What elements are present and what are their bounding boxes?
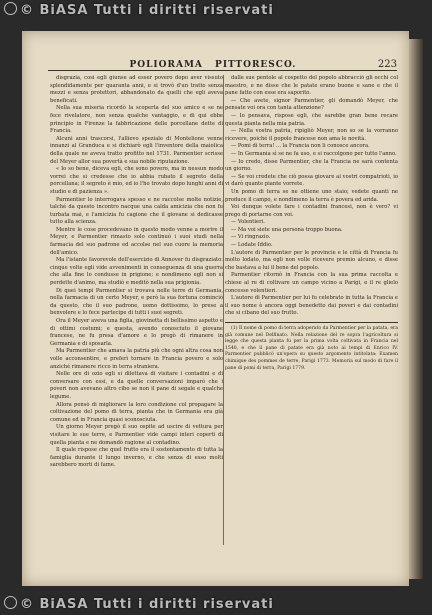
paragraph: Voi dunque volete fare i contadini francesi, non è vero? vi prego di portarne con voi. xyxy=(225,204,398,218)
paragraph: — Io pensava, rispose egli, che sarebbe gran bene recare questa pianta nella mia patria. xyxy=(225,112,398,127)
paragraph: — Io credo, disse Parmentier, che la Francia ne sarà contenta un giorno. xyxy=(225,158,398,173)
paragraph: Parmentier ritornò in Francia con la sua prima raccolta e chiese al re di coltivare un campo vicino a Parigi, e il re glielo concesse volentieri. xyxy=(225,272,398,294)
paragraph: — Vi ringrazio. xyxy=(231,234,271,241)
library-seal-icon xyxy=(4,596,17,609)
scanned-page xyxy=(22,31,409,586)
paragraph: L'autore di Parmentier per lui fu celebrato in tutta la Francia e il suo nome è ancora oggi benedetto dai poveri e dai contadini che si cibano del suo frutto. xyxy=(225,295,398,317)
book-spine xyxy=(409,39,423,579)
paragraph: Ora il Meyer aveva una figlia, giovinetta di bellissimo aspetto e di ottimi costumi; e questa, avendo conosciuto il giovane francese, ne fu presa d'amore e lo pregò di rimanere in Germania e di sposarla. xyxy=(50,318,223,347)
paragraph: Ma Parmentier che amava la patria più che ogni altra cosa non volle acconsentire, e preferì tornare in Francia povero e solo anziché rimanere ricco in terra straniera. xyxy=(50,348,223,370)
paragraph: dalle sue pentole al cospetto del popolo abbracciò gli occhi col maestro, e ne disse che le patate erano buone e sane e che il pane fatto con esse era saporito. xyxy=(225,75,398,97)
paragraph: Un pomo di terra se ne ottiene uno staio; vedete quanti ne produce il campo, e nondimeno la terra è povera ed arida. xyxy=(225,188,398,203)
text-column-left xyxy=(50,75,223,545)
paragraph: — Se voi credete che ciò possa giovare ai vostri compatrioti, io vi darò quante piante vorrete. xyxy=(225,173,398,188)
paragraph: Il quale rispose che quel frutto era il sostentamento di tutta la famiglia durante il lungo inverno, e che senza di esso molti sarebbero morti di fame. xyxy=(50,447,223,469)
paragraph: — Lodate Iddio. xyxy=(231,242,273,249)
watermark-top xyxy=(4,2,428,18)
paragraph: Parmentier lo interrogava spesso e ne raccolse molte notizie, talché da questo incontro nacque una calda amicizia che non fu turbata mai, e l'amicizia fu cagione che il giovane si dedicasse tutto alla scienza. xyxy=(50,196,223,226)
footnote xyxy=(225,326,398,372)
page-header xyxy=(48,52,397,71)
page-number: 223 xyxy=(377,59,397,70)
paragraph: — Che avete, signor Parmentier, gli domandò Meyer, che pensate voi ora con tanta attenzione? xyxy=(225,97,398,112)
footnote-text: (1) Il nome di pomo di terra adoperato da Parmentier per la patata, era già comune nel Delfinato. Nella relazione del re sopra l'agricoltura si legge che questa pianta fu per la prima volta coltivata in Francia nel 1540, e che il pane di patate era già noto ai tempi di Enrico IV. Parmentier pubblicò un'opera su questo argomento intitolata: Examen chimique des pommes de terre, Parigi 1773. Memoria sul modo di fare il pane di pomi di terra, Parigi 1779. xyxy=(225,326,398,371)
text-column-right xyxy=(225,75,398,545)
paragraph: Allora pensò di migliorare la loro condizione col propagare la coltivazione del pomo di terra, pianta che in Germania era già comune ed in Francia quasi sconosciuta. xyxy=(50,401,223,423)
paragraph: — Volentieri. xyxy=(231,219,265,226)
paragraph: Un giorno Meyer pregò il suo ospite ad uscire di vettura per visitare le sue terre, e Parmentier vide campi interi coperti di quella pianta e ne domandò ragione al contadino. xyxy=(50,424,223,446)
watermark-bottom xyxy=(4,596,428,612)
watermark-top-text: © BiASA Tutti i diritti riservati xyxy=(20,3,274,18)
paragraph: « Io so bene, diceva egli, che sono povero, ma in nessun modo vorrei che si credesse che io abbia rubato il segreto della porcellana; il segreto è mio, ed io l'ho trovato dopo lunghi anni di studio e di pazienza ». xyxy=(50,166,223,195)
paragraph: — Ma voi siete una persona troppo buona. xyxy=(231,226,343,233)
paragraph: Alcuni anni trascorsi, l'allievo speziale di Montelione venne innanzi al Granduca e si dichiarò egli l'inventore della maiolica della quale ne aveva tratto profitto nel 1731. Parmentier scrisse del Meyer allor sua povertà e sua nobile riputazione. xyxy=(50,135,223,165)
paragraph: Mentre le cose procedevano in questo modo venne a morire il Meyer, e Parmentier rimasto solo continuò i suoi studi nella farmacia del suo padrone ed accolse nel suo cuore la memoria dell'amico. xyxy=(50,226,223,256)
watermark-bottom-text: © BiASA Tutti i diritti riservati xyxy=(20,597,274,612)
paragraph: — Nella vostra patria, ripigliò Meyer, non so se la vorranno ricevere, poiché il popolo francese non ama le novità. xyxy=(225,128,398,142)
footnote-rule xyxy=(225,322,398,323)
library-seal-icon xyxy=(4,2,17,15)
paragraph: L'autore di Parmentier per le provincie e le città di Francia fu molto lodato, ma egli non volle ricevere premio alcuno, e disse che bastava a lui il bene del popolo. xyxy=(225,249,398,271)
paragraph: Nelle ore di ozio egli si dilettava di visitare i contadini e di conversare con essi, e da quelle conversazioni imparò che i poveri non avevano altro cibo se non il pane di segale e qualche legume. xyxy=(50,371,223,400)
masthead-left-word: POLIORAMA xyxy=(129,60,203,70)
masthead xyxy=(48,60,378,70)
column-divider xyxy=(223,75,224,545)
paragraph: disgrazia, così egli giunse ad esser povero dopo aver vissuto splendidamente per quaranta anni, e si trovò d'un tratto senza mezzi e senza protettori, abbandonato da quelli che egli aveva beneficati. xyxy=(50,75,223,104)
paragraph: — Pomi di terra! ... la Francia non li conosce ancora. xyxy=(231,143,370,150)
masthead-right-word: PITTORESCO. xyxy=(215,60,297,70)
paragraph: Nella sua miseria ricordò la scoperta del suo amico e se ne fece rivelatore, non senza qualche vantaggio, e di qui ebbe principio in Firenze la fabbricazione delle porcellane dette di Francia. xyxy=(50,105,223,135)
paragraph: — In Germania sì se ne fa uso, e si raccolgono per tutto l'anno. xyxy=(231,150,397,157)
paragraph: Di quei tempi Parmentier si trovava nelle terre di Germania, nella farmacia di un certo Meyer, e però la sua fortuna cominciò da questo, che il suo padrone, uomo dottissimo, lo prese a benvolere e lo fece partecipe di tutti i suoi segreti. xyxy=(50,287,223,317)
paragraph: Ma l'istante favorevole dell'esercizio di Annover fu disgraziato: cinque volte egli vide avvenimenti in conseguenza di una guerra che alla fine lo condusse in prigione; e nondimeno egli non si perdette d'animo, ma studiò e meditò nella sua prigionia. xyxy=(50,257,223,287)
